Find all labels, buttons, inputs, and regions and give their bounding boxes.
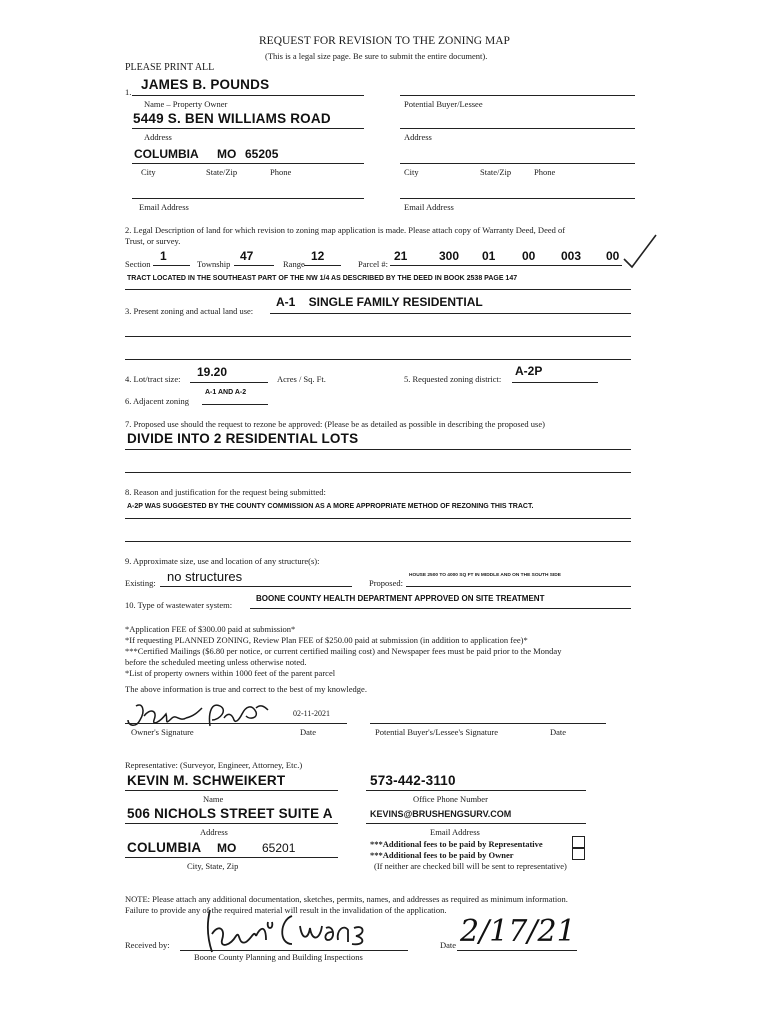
note-line-2: Failure to provide any of the required material will result in the invalidation of the application. bbox=[125, 905, 447, 915]
section-line bbox=[153, 265, 190, 266]
form-subtitle: (This is a legal size page. Be sure to submit the entire document). bbox=[265, 51, 488, 61]
legal-description-label: 2. Legal Description of land for which revision to zoning map application is made. Please attach copy of Warranty Deed, Deed of bbox=[125, 225, 566, 235]
certification-statement: The above information is true and correct to the best of my knowledge. bbox=[125, 684, 367, 694]
rep-phone-label: Office Phone Number bbox=[413, 794, 488, 804]
buyer-address-line bbox=[400, 128, 635, 129]
owner-name-line bbox=[132, 95, 364, 96]
existing-line bbox=[160, 586, 352, 587]
wastewater-value[interactable]: BOONE COUNTY HEALTH DEPARTMENT APPROVED ON SITE TREATMENT bbox=[256, 594, 545, 603]
lot-size-label: 4. Lot/tract size: bbox=[125, 374, 181, 384]
buyer-city-line bbox=[400, 163, 635, 164]
owner-phone-label: Phone bbox=[270, 167, 292, 177]
fee-line-5: *List of property owners within 1000 feet of the parent parcel bbox=[125, 668, 336, 678]
parcel-part-3[interactable]: 01 bbox=[482, 249, 496, 263]
buyer-name-line bbox=[400, 95, 635, 96]
section-value[interactable]: 1 bbox=[160, 249, 167, 263]
fee-line-1: *Application FEE of $300.00 paid at submission* bbox=[125, 624, 296, 634]
buyer-name-label: Potential Buyer/Lessee bbox=[404, 99, 483, 109]
existing-structures-value[interactable]: no structures bbox=[167, 569, 243, 584]
buyer-phone-label: Phone bbox=[534, 167, 556, 177]
rep-phone-line bbox=[366, 790, 586, 791]
proposed-label: Proposed: bbox=[369, 578, 403, 588]
owner-date-label: Date bbox=[300, 727, 317, 737]
parcel-part-1[interactable]: 21 bbox=[394, 249, 408, 263]
item-1-number: 1. bbox=[125, 87, 132, 97]
representative-label: Representative: (Surveyor, Engineer, Attorney, Etc.) bbox=[125, 760, 303, 770]
rep-csz-line bbox=[125, 857, 338, 858]
fee-owner-label: ***Additional fees to be paid by Owner bbox=[370, 850, 514, 860]
tract-description[interactable]: TRACT LOCATED IN THE SOUTHEAST PART OF THE NW 1/4 AS DESCRIBED BY THE DEED IN BOOK 2538 PAGE 147 bbox=[127, 275, 518, 282]
present-zoning-value[interactable]: A-1 SINGLE FAMILY RESIDENTIAL bbox=[276, 295, 483, 309]
owner-state[interactable]: MO bbox=[217, 147, 237, 161]
lot-size-value[interactable]: 19.20 bbox=[197, 365, 228, 379]
buyer-city-label: City bbox=[404, 167, 419, 177]
owner-statezip-label: State/Zip bbox=[206, 167, 238, 177]
buyer-email-line bbox=[400, 198, 635, 199]
representative-email[interactable]: KEVINS@BRUSHENGSURV.COM bbox=[370, 809, 512, 819]
range-label: Range bbox=[283, 259, 305, 269]
parcel-label: Parcel #: bbox=[358, 259, 388, 269]
received-by-sublabel: Boone County Planning and Building Inspections bbox=[194, 952, 363, 962]
present-zoning-label: 3. Present zoning and actual land use: bbox=[125, 306, 254, 316]
rep-email-label: Email Address bbox=[430, 827, 480, 837]
owner-signature-date[interactable]: 02-11-2021 bbox=[293, 709, 331, 718]
owner-address[interactable]: 5449 S. BEN WILLIAMS ROAD bbox=[133, 111, 331, 126]
checkmark-icon bbox=[622, 233, 662, 273]
representative-zip[interactable]: 65201 bbox=[262, 841, 296, 855]
lot-size-line bbox=[190, 382, 268, 383]
buyer-signature-label: Potential Buyer's/Lessee's Signature bbox=[375, 727, 498, 737]
form-title: REQUEST FOR REVISION TO THE ZONING MAP bbox=[259, 35, 510, 47]
proposed-use-value[interactable]: DIVIDE INTO 2 RESIDENTIAL LOTS bbox=[127, 431, 359, 446]
fee-line-2: *If requesting PLANNED ZONING, Review Plan FEE of $250.00 paid at submission (in addition to application fee)* bbox=[125, 635, 528, 645]
rep-address-line bbox=[125, 823, 338, 824]
parcel-part-2[interactable]: 300 bbox=[439, 249, 460, 263]
requested-zoning-value[interactable]: A-2P bbox=[515, 364, 543, 378]
parcel-part-4[interactable]: 00 bbox=[522, 249, 536, 263]
owner-city-label: City bbox=[141, 167, 156, 177]
representative-phone[interactable]: 573-442-3110 bbox=[370, 773, 456, 788]
present-zoning-line-2 bbox=[125, 336, 631, 337]
received-by-label: Received by: bbox=[125, 940, 170, 950]
owner-email-label: Email Address bbox=[139, 202, 189, 212]
owner-city-line bbox=[132, 163, 364, 164]
acres-label: Acres / Sq. Ft. bbox=[277, 374, 326, 384]
owner-email-line bbox=[132, 198, 364, 199]
owner-city[interactable]: COLUMBIA bbox=[134, 147, 199, 161]
please-print-label: PLEASE PRINT ALL bbox=[125, 62, 215, 73]
tract-line bbox=[125, 289, 631, 290]
parcel-part-5[interactable]: 003 bbox=[561, 249, 582, 263]
range-value[interactable]: 12 bbox=[311, 249, 325, 263]
fee-note: (If neither are checked bill will be sent to representative) bbox=[374, 861, 567, 871]
requested-zoning-label: 5. Requested zoning district: bbox=[404, 374, 502, 384]
buyer-date-label: Date bbox=[550, 727, 567, 737]
parcel-line bbox=[390, 265, 622, 266]
owner-name-label: Name – Property Owner bbox=[144, 99, 228, 109]
buyer-address-label: Address bbox=[404, 132, 432, 142]
rep-name-label: Name bbox=[203, 794, 224, 804]
owner-zip[interactable]: 65205 bbox=[245, 147, 279, 161]
parcel-part-6[interactable]: 00 bbox=[606, 249, 620, 263]
proposed-line bbox=[406, 586, 631, 587]
representative-city[interactable]: COLUMBIA bbox=[127, 840, 202, 855]
proposed-use-line-2 bbox=[125, 472, 631, 473]
wastewater-line bbox=[250, 608, 631, 609]
owner-name[interactable]: JAMES B. POUNDS bbox=[141, 77, 270, 92]
reason-line-2 bbox=[125, 541, 631, 542]
proposed-use-line bbox=[125, 449, 631, 450]
received-signature-image[interactable] bbox=[196, 906, 386, 956]
rep-csz-label: City, State, Zip bbox=[187, 861, 239, 871]
fee-line-4: before the scheduled meeting unless otherwise noted. bbox=[125, 657, 307, 667]
adjacent-zoning-label: 6. Adjacent zoning bbox=[125, 396, 189, 406]
fee-owner-checkbox[interactable] bbox=[572, 847, 585, 860]
buyer-signature-line bbox=[370, 723, 606, 724]
proposed-structures-value[interactable]: HOUSE 2500 TO 4000 SQ FT IN MIDDLE AND ON THE SOUTH SIDE bbox=[409, 573, 561, 578]
representative-address[interactable]: 506 NICHOLS STREET SUITE A bbox=[127, 806, 333, 821]
proposed-use-label: 7. Proposed use should the request to rezone be approved: (Please be as detailed as possible in describing the proposed use) bbox=[125, 419, 545, 429]
legal-description-label-2: Trust, or survey. bbox=[125, 236, 181, 246]
reason-value[interactable]: A-2P WAS SUGGESTED BY THE COUNTY COMMISSION AS A MORE APPROPRIATE METHOD OF REZONING THIS TRACT. bbox=[127, 503, 534, 510]
township-label: Township bbox=[197, 259, 231, 269]
township-value[interactable]: 47 bbox=[240, 249, 254, 263]
received-date-line bbox=[457, 950, 577, 951]
buyer-statezip-label: State/Zip bbox=[480, 167, 512, 177]
buyer-email-label: Email Address bbox=[404, 202, 454, 212]
adjacent-zoning-line bbox=[202, 404, 268, 405]
requested-zoning-line bbox=[512, 382, 598, 383]
reason-line bbox=[125, 518, 631, 519]
received-date-value[interactable]: 2/17/21 bbox=[460, 914, 576, 949]
rep-address-label: Address bbox=[200, 827, 228, 837]
rep-name-line bbox=[125, 790, 338, 791]
received-date-label: Date bbox=[440, 940, 457, 950]
owner-address-label: Address bbox=[144, 132, 172, 142]
rep-email-line bbox=[366, 823, 586, 824]
reason-label: 8. Reason and justification for the request being submitted: bbox=[125, 487, 326, 497]
adjacent-zoning-value[interactable]: A-1 AND A-2 bbox=[205, 389, 247, 396]
owner-signature-line bbox=[125, 723, 347, 724]
structures-label: 9. Approximate size, use and location of any structure(s): bbox=[125, 556, 320, 566]
range-line bbox=[304, 265, 341, 266]
owner-signature-label: Owner's Signature bbox=[131, 727, 194, 737]
received-by-line bbox=[180, 950, 408, 951]
note-line-1: NOTE: Please attach any additional documentation, sketches, permits, names, and addresses as required as minimum information. bbox=[125, 894, 568, 904]
township-line bbox=[234, 265, 274, 266]
present-zoning-line bbox=[270, 313, 631, 314]
wastewater-label: 10. Type of wastewater system: bbox=[125, 600, 233, 610]
representative-state[interactable]: MO bbox=[217, 841, 237, 855]
existing-label: Existing: bbox=[125, 578, 156, 588]
fee-line-3: ***Certified Mailings ($6.80 per notice, or current certified mailing cost) and Newspaper fees must be paid prior to the Monday bbox=[125, 646, 562, 656]
fee-rep-label: ***Additional fees to be paid by Representative bbox=[370, 839, 543, 849]
present-zoning-line-3 bbox=[125, 359, 631, 360]
section-label: Section bbox=[125, 259, 151, 269]
owner-address-line bbox=[132, 128, 364, 129]
representative-name[interactable]: KEVIN M. SCHWEIKERT bbox=[127, 773, 286, 788]
